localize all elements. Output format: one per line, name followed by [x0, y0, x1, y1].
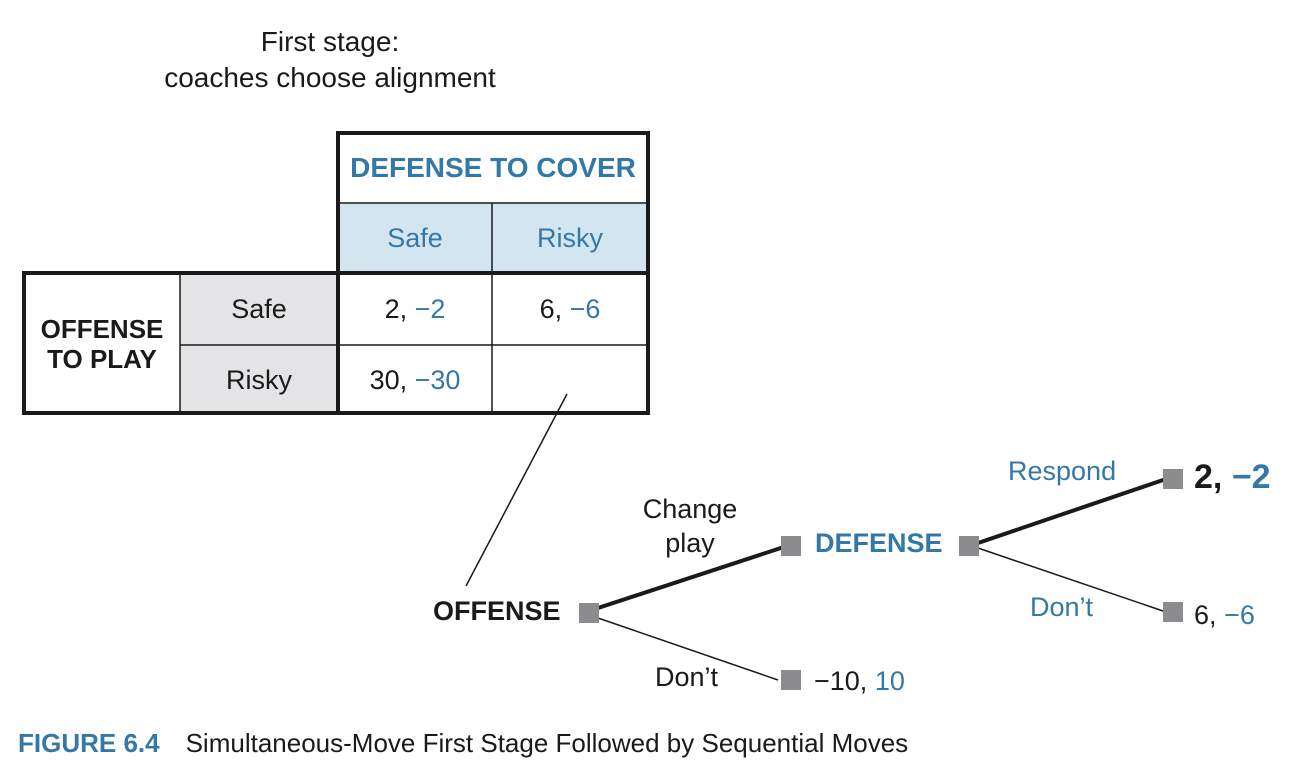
payoff-offense: 2, — [1194, 458, 1223, 496]
payoff-offense: 6, — [1194, 600, 1217, 630]
callout-line — [466, 394, 567, 586]
figure-caption-text: Simultaneous-Move First Stage Followed by Sequential Moves — [185, 728, 909, 758]
payoff-defense-dont — [1194, 600, 1255, 631]
payoff-defense: −30 — [414, 364, 461, 395]
payoff-defense: −2 — [414, 293, 446, 324]
payoff-respond — [1194, 458, 1271, 497]
defense-node-right — [959, 536, 979, 556]
figure-caption — [18, 728, 908, 759]
payoff-defense: 10 — [874, 666, 905, 696]
payoff-offense: 2, — [384, 293, 408, 324]
defense-dont-label: Don’t — [1030, 592, 1094, 622]
row-player-line2: TO PLAY — [47, 344, 157, 374]
terminal-offense-dont-node — [781, 670, 801, 690]
payoff-defense: −6 — [1224, 600, 1255, 630]
payoff-offense: 30, — [369, 364, 408, 395]
offense-label: OFFENSE — [433, 596, 561, 626]
payoff-offense-dont — [814, 666, 905, 697]
figure-number: FIGURE 6.4 — [18, 728, 160, 758]
offense-dont-label: Don’t — [655, 662, 719, 692]
terminal-respond-node — [1163, 469, 1183, 489]
change-play-line1: Change — [642, 494, 738, 524]
payoff-defense: −2 — [1231, 458, 1271, 496]
terminal-defense-dont-node — [1163, 602, 1183, 622]
row-strategy-risky: Risky — [180, 345, 338, 415]
payoff-defense: −6 — [569, 293, 601, 324]
respond-label: Respond — [1008, 456, 1117, 486]
payoff-offense: −10, — [814, 666, 868, 696]
col-strategy-safe: Safe — [338, 203, 492, 273]
stage-title-line2: coaches choose alignment — [164, 62, 496, 93]
payoff-offense: 6, — [539, 293, 563, 324]
change-play-line2: play — [665, 528, 715, 558]
defense-node-left — [781, 536, 801, 556]
stage-title-line1: First stage: — [260, 26, 400, 57]
change-play-label — [630, 492, 750, 560]
column-player-header: DEFENSE TO COVER — [350, 152, 636, 183]
row-strategy-safe: Safe — [180, 273, 338, 345]
row-player-line1: OFFENSE — [40, 314, 164, 344]
offense-node — [579, 603, 599, 623]
col-strategy-risky: Risky — [492, 203, 648, 273]
defense-label: DEFENSE — [815, 528, 943, 558]
branch-respond — [978, 479, 1166, 543]
